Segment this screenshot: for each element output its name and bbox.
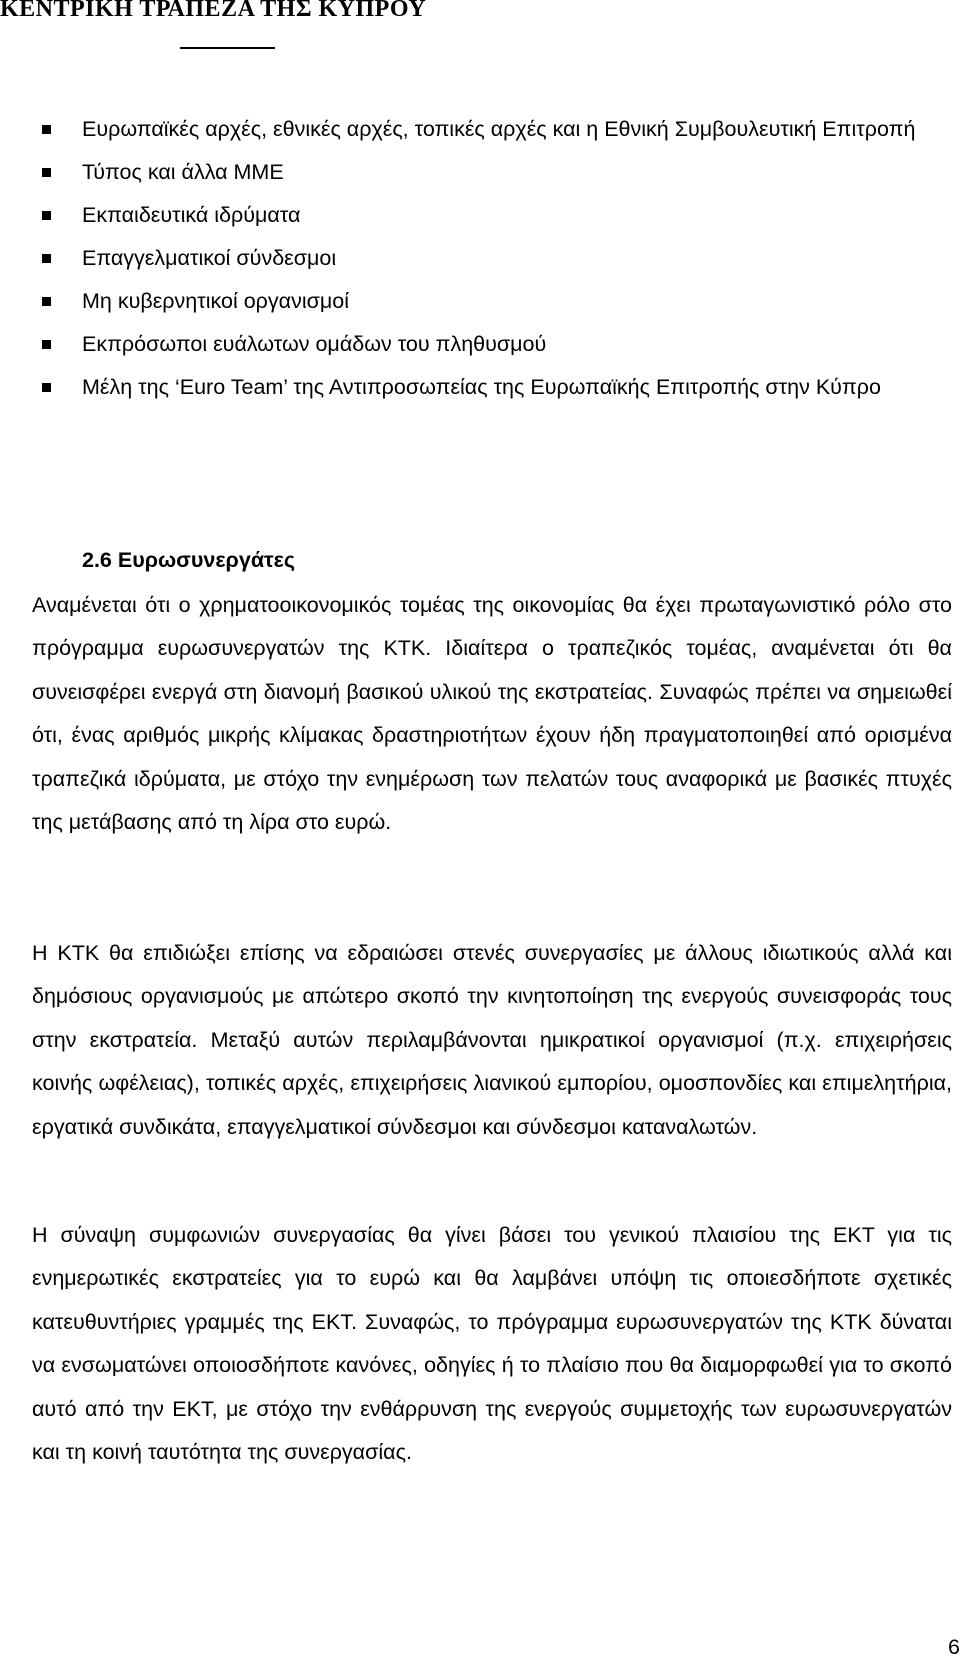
list-item-text: Επαγγελματικοί σύνδεσμοι bbox=[82, 246, 337, 270]
list-item bbox=[0, 237, 960, 280]
list-item-text: Τύπος και άλλα ΜΜΕ bbox=[82, 160, 284, 184]
square-bullet-icon bbox=[42, 254, 51, 263]
square-bullet-icon bbox=[42, 125, 51, 134]
square-bullet-icon bbox=[42, 297, 51, 306]
bullet-list bbox=[0, 108, 960, 409]
list-item bbox=[0, 151, 960, 194]
list-item bbox=[0, 108, 960, 151]
paragraph: Η σύναψη συμφωνιών συνεργασίας θα γίνει βάσει του γενικού πλαισίου της ΕΚΤ για τις ενημερωτικές εκστρατείες για το ευρώ και θα λαμβάνει υπόψη τις οποιεσδήποτε σχετικές κατευθυντήριες γραμμές της ΕΚΤ. Συναφώς, το πρόγραμμα ευρωσυνεργατών της ΚΤΚ δύναται να ενσωματώνει οποιοσδήποτε κανόνες, οδηγίες ή το πλαίσιο που θα διαμορφωθεί για το σκοπό αυτό από την ΕΚΤ, με στόχο την ενθάρρυνση της ενεργούς συμμετοχής των ευρωσυνεργατών και τη κοινή ταυτότητα της συνεργασίας. bbox=[32, 1223, 952, 1465]
list-item-text: Μέλη της ‘Euro Team’ της Αντιπροσωπείας της Ευρωπαϊκής Επιτροπής στην Κύπρο bbox=[82, 375, 881, 399]
list-item-text: Εκπρόσωποι ευάλωτων ομάδων του πληθυσμού bbox=[82, 332, 547, 356]
list-item-text: Εκπαιδευτικά ιδρύματα bbox=[82, 203, 301, 227]
square-bullet-icon bbox=[42, 340, 51, 349]
list-item bbox=[0, 280, 960, 323]
list-item bbox=[0, 194, 960, 237]
paragraph: Η ΚΤΚ θα επιδιώξει επίσης να εδραιώσει στενές συνεργασίες με άλλους ιδιωτικούς αλλά και δημόσιους οργανισμούς με απώτερο σκοπό την κινητοποίηση της ενεργούς συνεισφοράς τους στην εκστρατεία. Μεταξύ αυτών περιλαμβάνονται ημικρατικοί οργανισμοί (π.χ. επιχειρήσεις κοινής ωφέλειας), τοπικές αρχές, επιχειρήσεις λιανικού εμπορίου, ομοσπονδίες και επιμελητήρια, εργατικά συνδικάτα, επαγγελματικοί σύνδεσμοι και σύνδεσμοι καταναλωτών. bbox=[32, 941, 952, 1139]
square-bullet-icon bbox=[42, 211, 51, 220]
square-bullet-icon bbox=[42, 383, 51, 392]
list-item bbox=[0, 323, 960, 366]
header-rule bbox=[180, 47, 275, 49]
paragraph: Αναμένεται ότι ο χρηματοοικονομικός τομέας της οικονομίας θα έχει πρωταγωνιστικό ρόλο στο πρόγραμμα ευρωσυνεργατών της ΚΤΚ. Ιδιαίτερα ο τραπεζικός τομέας, αναμένεται ότι θα συνεισφέρει ενεργά στη διανομή βασικού υλικού της εκστρατείας. Συναφώς πρέπει να σημειωθεί ότι, ένας αριθμός μικρής κλίμακας δραστηριοτήτων έχουν ήδη πραγματοποιηθεί από ορισμένα τραπεζικά ιδρύματα, με στόχο την ενημέρωση των πελατών τους αναφορικά με βασικές πτυχές της μετάβασης από τη λίρα στο ευρώ. bbox=[32, 593, 952, 835]
section-heading: 2.6 Ευρωσυνεργάτες bbox=[82, 548, 296, 572]
list-item-text: Μη κυβερνητικοί οργανισμοί bbox=[82, 289, 349, 313]
page-number: 6 bbox=[948, 1635, 960, 1659]
list-item-text: Ευρωπαϊκές αρχές, εθνικές αρχές, τοπικές αρχές και η Εθνική Συμβουλευτική Επιτροπή bbox=[82, 117, 916, 141]
list-item bbox=[0, 366, 960, 409]
document-header: ΚΕΝΤΡΙΚΗ ΤΡΑΠΕΖΑ ΤΗΣ ΚΥΠΡΟΥ bbox=[0, 0, 427, 22]
square-bullet-icon bbox=[42, 168, 51, 177]
